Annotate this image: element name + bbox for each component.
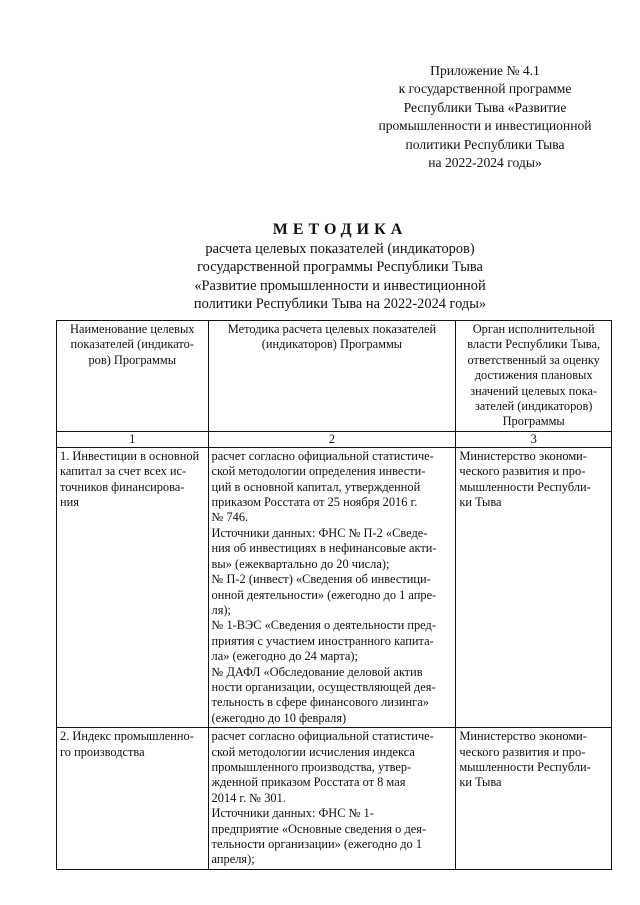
cell-line: тельность в сфере финансового лизинга»: [211, 695, 429, 710]
cell-line: 2. Индекс промышленно-: [60, 729, 194, 744]
cell-line: ческого развития и про-: [459, 464, 586, 479]
cell-line: ния об инвестициях в нефинансовые акти-: [211, 541, 437, 556]
header-line: достижения плановых: [474, 368, 593, 383]
header-line: ответственный за оценку: [467, 352, 600, 367]
methodology-table: [56, 320, 612, 870]
cell-line: го производства: [60, 744, 145, 759]
cell-line: точников финансирова-: [60, 479, 185, 494]
cell-line: 1. Инвестиции в основной: [60, 448, 200, 463]
cell-line: онной деятельности» (ежегодно до 1 апре-: [211, 587, 437, 602]
column-number: 2: [208, 431, 456, 447]
subtitle-line: расчета целевых показателей (индикаторов): [205, 241, 475, 257]
appendix-line: Республики Тыва «Развитие: [403, 99, 567, 115]
appendix-line: Приложение № 4.1: [430, 63, 540, 78]
cell-line: ности организации, осуществляющей дея-: [211, 679, 436, 694]
cell-line: Источники данных: ФНС № П-2 «Сведе-: [211, 525, 428, 540]
header-line: ров) Программы: [88, 352, 177, 367]
header-line: Программы: [502, 414, 565, 429]
cell-line: № ДАФЛ «Обследование деловой актив: [211, 664, 423, 679]
indicator-name-cell: [57, 728, 209, 870]
title-subtitle: [120, 240, 560, 314]
method-cell: [208, 447, 456, 727]
title-main: МЕТОДИКА: [272, 221, 408, 238]
appendix-line: к государственной программе: [398, 81, 572, 97]
cell-line: Источники данных: ФНС № 1-: [211, 806, 374, 821]
column-number: 1: [57, 431, 209, 447]
cell-line: приказом Росстата от 25 ноября 2016 г.: [211, 495, 418, 510]
cell-line: Министерство экономи-: [459, 448, 587, 463]
document-title: [120, 220, 560, 314]
header-line: Орган исполнительной: [472, 322, 595, 336]
cell-line: расчет согласно официальной статистиче-: [211, 448, 434, 463]
appendix-block: [350, 62, 620, 172]
cell-line: мышленности Республи-: [459, 479, 591, 494]
subtitle-line: государственной программы Республики Тыва: [197, 259, 483, 276]
cell-line: промышленного производства, утвер-: [211, 759, 412, 774]
agency-cell: [456, 728, 612, 870]
column-number-row: [57, 431, 612, 447]
cell-line: мышленности Республи-: [459, 759, 591, 774]
cell-line: тельности организации» (ежегодно до 1: [211, 837, 423, 851]
cell-line: ской методологии исчисления индекса: [211, 744, 415, 759]
header-line: (индикаторов) Программы: [261, 337, 403, 352]
header-line: показателей (индикато-: [70, 337, 194, 352]
header-line: значений целевых пока-: [470, 383, 598, 398]
table-row: [57, 728, 612, 870]
cell-line: ций в основной капитал, утвержденной: [211, 479, 421, 494]
cell-line: (ежегодно до 10 февраля): [211, 710, 347, 725]
indicator-name-cell: [57, 447, 209, 727]
appendix-line: политики Республики Тыва: [405, 136, 565, 152]
header-line: Методика расчета целевых показателей: [227, 322, 437, 336]
table-header-row: [57, 321, 612, 432]
cell-line: Министерство экономи-: [459, 729, 587, 744]
subtitle-line: политики Республики Тыва на 2022-2024 годы»: [193, 296, 487, 313]
header-line: Наименование целевых: [70, 322, 195, 336]
header-indicator-name: [57, 321, 209, 432]
column-number: 3: [456, 431, 612, 447]
subtitle-line: «Развитие промышленности и инвестиционной: [194, 277, 486, 294]
appendix-line: на 2022-2024 годы»: [428, 155, 542, 171]
cell-line: жденной приказом Росстата от 8 мая: [211, 775, 406, 790]
method-cell: [208, 728, 456, 870]
header-line: зателей (индикаторов): [474, 399, 593, 414]
cell-line: № П-2 (инвест) «Сведения об инвестици-: [211, 572, 431, 587]
cell-line: 2014 г. № 301.: [211, 790, 286, 805]
header-calculation-method: [208, 321, 456, 432]
table-row: [57, 447, 612, 727]
cell-line: ческого развития и про-: [459, 744, 586, 759]
cell-line: апреля);: [211, 852, 255, 867]
cell-line: ла» (ежегодно до 24 марта);: [211, 649, 358, 664]
agency-cell: [456, 447, 612, 727]
cell-line: № 746.: [211, 510, 249, 525]
header-responsible-agency: [456, 321, 612, 432]
cell-line: ки Тыва: [459, 495, 502, 510]
appendix-line: промышленности и инвестиционной: [378, 118, 592, 134]
cell-line: № 1-ВЭС «Сведения о деятельности пред-: [211, 618, 436, 633]
cell-line: капитал за счет всех ис-: [60, 464, 187, 479]
cell-line: ля);: [211, 602, 231, 617]
cell-line: предприятие «Основные сведения о дея-: [211, 821, 427, 836]
cell-line: ской методологии определения инвести-: [211, 464, 426, 479]
cell-line: ния: [60, 495, 79, 510]
cell-line: вы» (ежеквартально до 20 числа);: [211, 556, 390, 571]
cell-line: расчет согласно официальной статистиче-: [211, 729, 434, 744]
header-line: власти Республики Тыва,: [467, 337, 601, 352]
cell-line: приятия с участием иностранного капита-: [211, 633, 434, 648]
cell-line: ки Тыва: [459, 775, 502, 790]
